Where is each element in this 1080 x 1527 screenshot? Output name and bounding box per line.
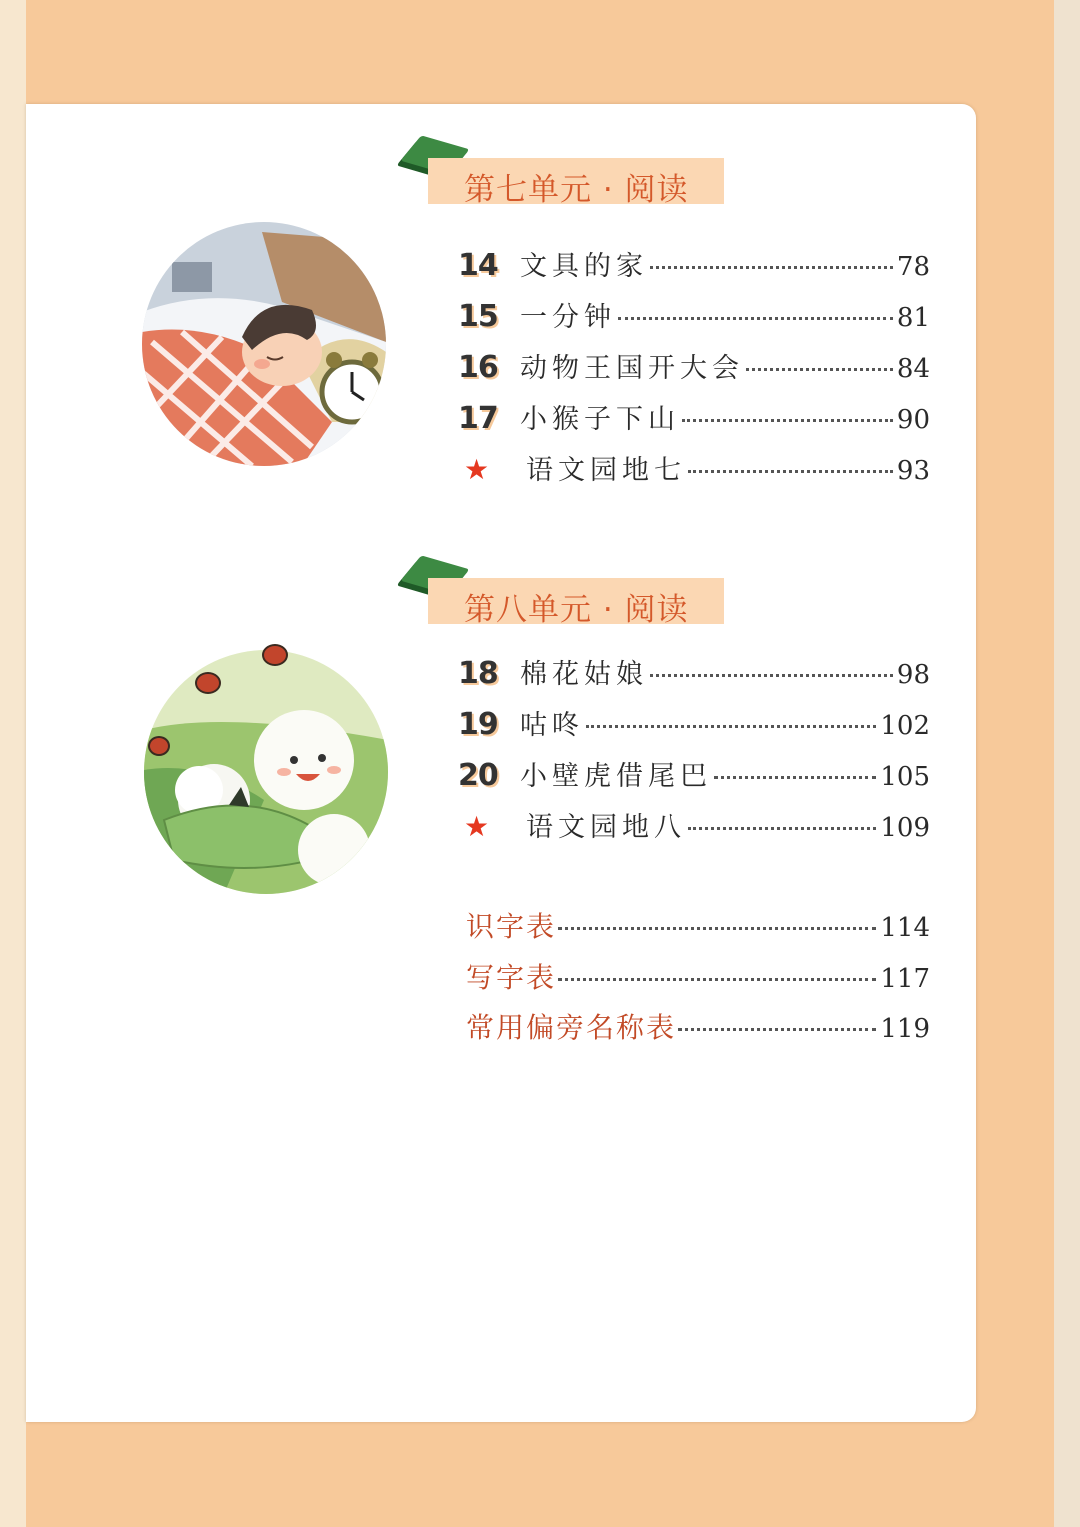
unit-seven-heading (400, 142, 730, 212)
lesson-number: 16 (458, 350, 498, 385)
lesson-number: 19 (458, 707, 498, 742)
toc-entry[interactable] (458, 703, 930, 745)
appendix-entry[interactable] (466, 956, 930, 998)
lesson-title: 棉花姑娘 (520, 659, 648, 690)
ladybug-icon (262, 644, 288, 666)
lesson-title: 一分钟 (520, 302, 616, 333)
unit-label-background (428, 158, 724, 208)
lesson-title: 文具的家 (520, 251, 648, 282)
page-number: 78 (896, 252, 930, 282)
page-number: 90 (896, 405, 930, 435)
lesson-number: 18 (458, 656, 498, 691)
page-number: 84 (896, 354, 930, 384)
page-number: 98 (896, 660, 930, 690)
page-number: 114 (880, 913, 930, 943)
leader-dots (558, 978, 876, 981)
appendix-title: 识字表 (466, 910, 557, 943)
leader-dots (650, 674, 893, 677)
page-number: 102 (880, 711, 930, 741)
toc-entry[interactable] (458, 805, 930, 847)
appendix-title: 写字表 (466, 961, 557, 994)
star-icon: ★ (464, 810, 489, 843)
lesson-title: 语文园地七 (526, 455, 686, 486)
unit-label-background (428, 578, 724, 628)
lesson-number: 20 (458, 758, 498, 793)
ladybug-icon (148, 736, 170, 756)
unit-eight-heading (400, 562, 730, 632)
sleeping-boy-alarm-clock-illustration (142, 222, 386, 466)
leader-dots (714, 776, 876, 779)
toc-entry[interactable] (458, 754, 930, 796)
ladybug-icon (195, 672, 221, 694)
lesson-title: 小猴子下山 (520, 404, 680, 435)
page-number: 105 (880, 762, 930, 792)
leader-dots (618, 317, 893, 320)
page-number: 119 (880, 1014, 930, 1044)
page-edge (1054, 0, 1080, 1527)
appendix-entry[interactable] (466, 1006, 930, 1048)
lesson-title: 动物王国开大会 (520, 353, 744, 384)
unit-title: 第七单元 · 阅读 (464, 172, 689, 208)
leader-dots (558, 927, 876, 930)
leader-dots (688, 827, 876, 830)
lesson-number: 14 (458, 248, 498, 283)
page-number: 93 (896, 456, 930, 486)
star-icon: ★ (464, 453, 489, 486)
toc-entry[interactable] (458, 295, 930, 337)
toc-entry[interactable] (458, 397, 930, 439)
cotton-flower-ladybugs-illustration (144, 650, 388, 894)
page-number: 117 (880, 964, 930, 994)
toc-entry[interactable] (458, 652, 930, 694)
toc-entry[interactable] (458, 244, 930, 286)
leader-dots (688, 470, 893, 473)
appendix-title: 常用偏旁名称表 (466, 1011, 677, 1044)
leader-dots (746, 368, 893, 371)
unit-title: 第八单元 · 阅读 (464, 592, 689, 628)
lesson-title: 咕咚 (520, 710, 584, 741)
lesson-number: 15 (458, 299, 498, 334)
leader-dots (650, 266, 893, 269)
leader-dots (678, 1028, 876, 1031)
toc-entry[interactable] (458, 346, 930, 388)
page-number: 109 (880, 813, 930, 843)
page-number: 81 (896, 303, 930, 333)
toc-entry[interactable] (458, 448, 930, 490)
leader-dots (586, 725, 876, 728)
lesson-title: 语文园地八 (526, 812, 686, 843)
lesson-number: 17 (458, 401, 498, 436)
leader-dots (682, 419, 893, 422)
appendix-entry[interactable] (466, 905, 930, 947)
lesson-title: 小壁虎借尾巴 (520, 761, 712, 792)
